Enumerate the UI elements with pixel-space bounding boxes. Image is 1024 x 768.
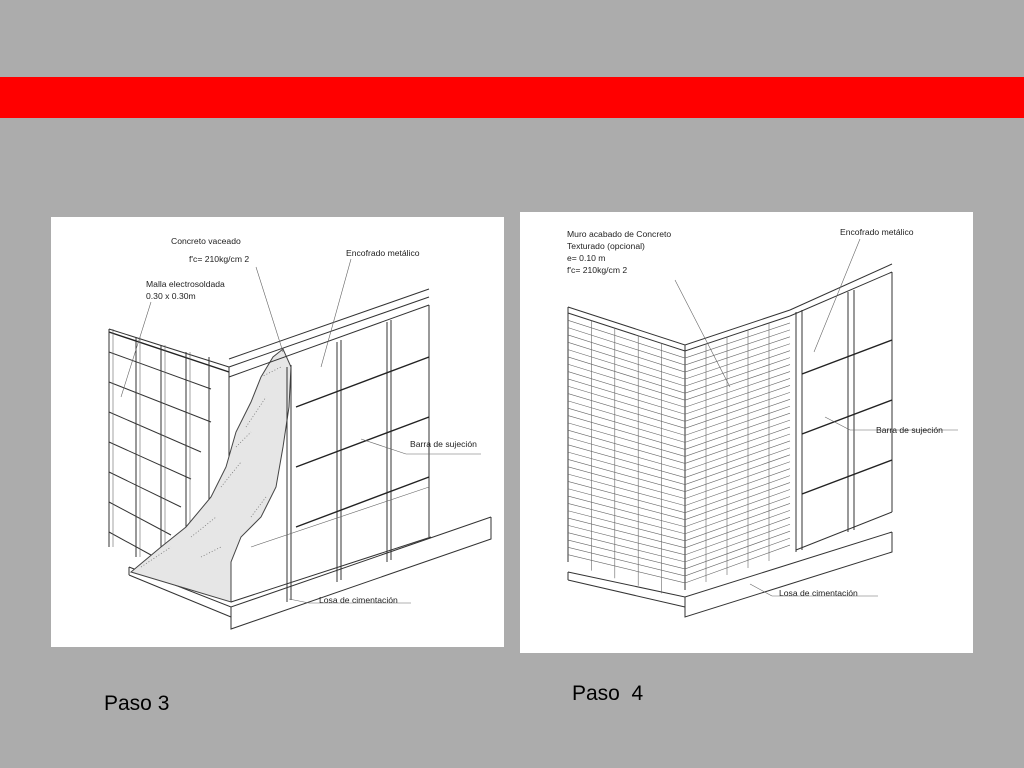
label-formwork: Encofrado metálico: [346, 248, 420, 258]
label-wall-line1: Muro acabado de Concreto: [567, 229, 672, 239]
step-4-drawing: [520, 212, 973, 653]
step-3-drawing: [51, 217, 504, 647]
label-formwork: Encofrado metálico: [840, 227, 914, 237]
label-foundation-slab: Losa de cimentación: [779, 588, 858, 598]
label-wall-thickness: e= 0.10 m: [567, 253, 606, 263]
label-foundation-slab: Losa de cimentación: [319, 595, 398, 605]
label-mesh-name: Malla electrosoldada: [146, 279, 225, 289]
label-tie-bar: Barra de sujeción: [410, 439, 477, 449]
diagram-step-4: [520, 212, 973, 653]
title-accent-band: [0, 77, 1024, 118]
diagram-step-3: [51, 217, 504, 647]
label-concrete-strength: f'c= 210kg/cm 2: [189, 254, 250, 264]
textured-wall-left: [568, 307, 790, 593]
metal-formwork: [790, 264, 892, 552]
label-concrete-strength: f'c= 210kg/cm 2: [567, 265, 628, 275]
label-concrete-poured: Concreto vaceado: [171, 236, 241, 246]
poured-concrete: [131, 349, 291, 602]
label-mesh-size: 0.30 x 0.30m: [146, 291, 196, 301]
step-3-caption: Paso 3: [104, 692, 170, 715]
label-wall-line2: Texturado (opcional): [567, 241, 645, 251]
label-tie-bar: Barra de sujeción: [876, 425, 943, 435]
step-4-caption: Paso 4: [572, 682, 644, 705]
